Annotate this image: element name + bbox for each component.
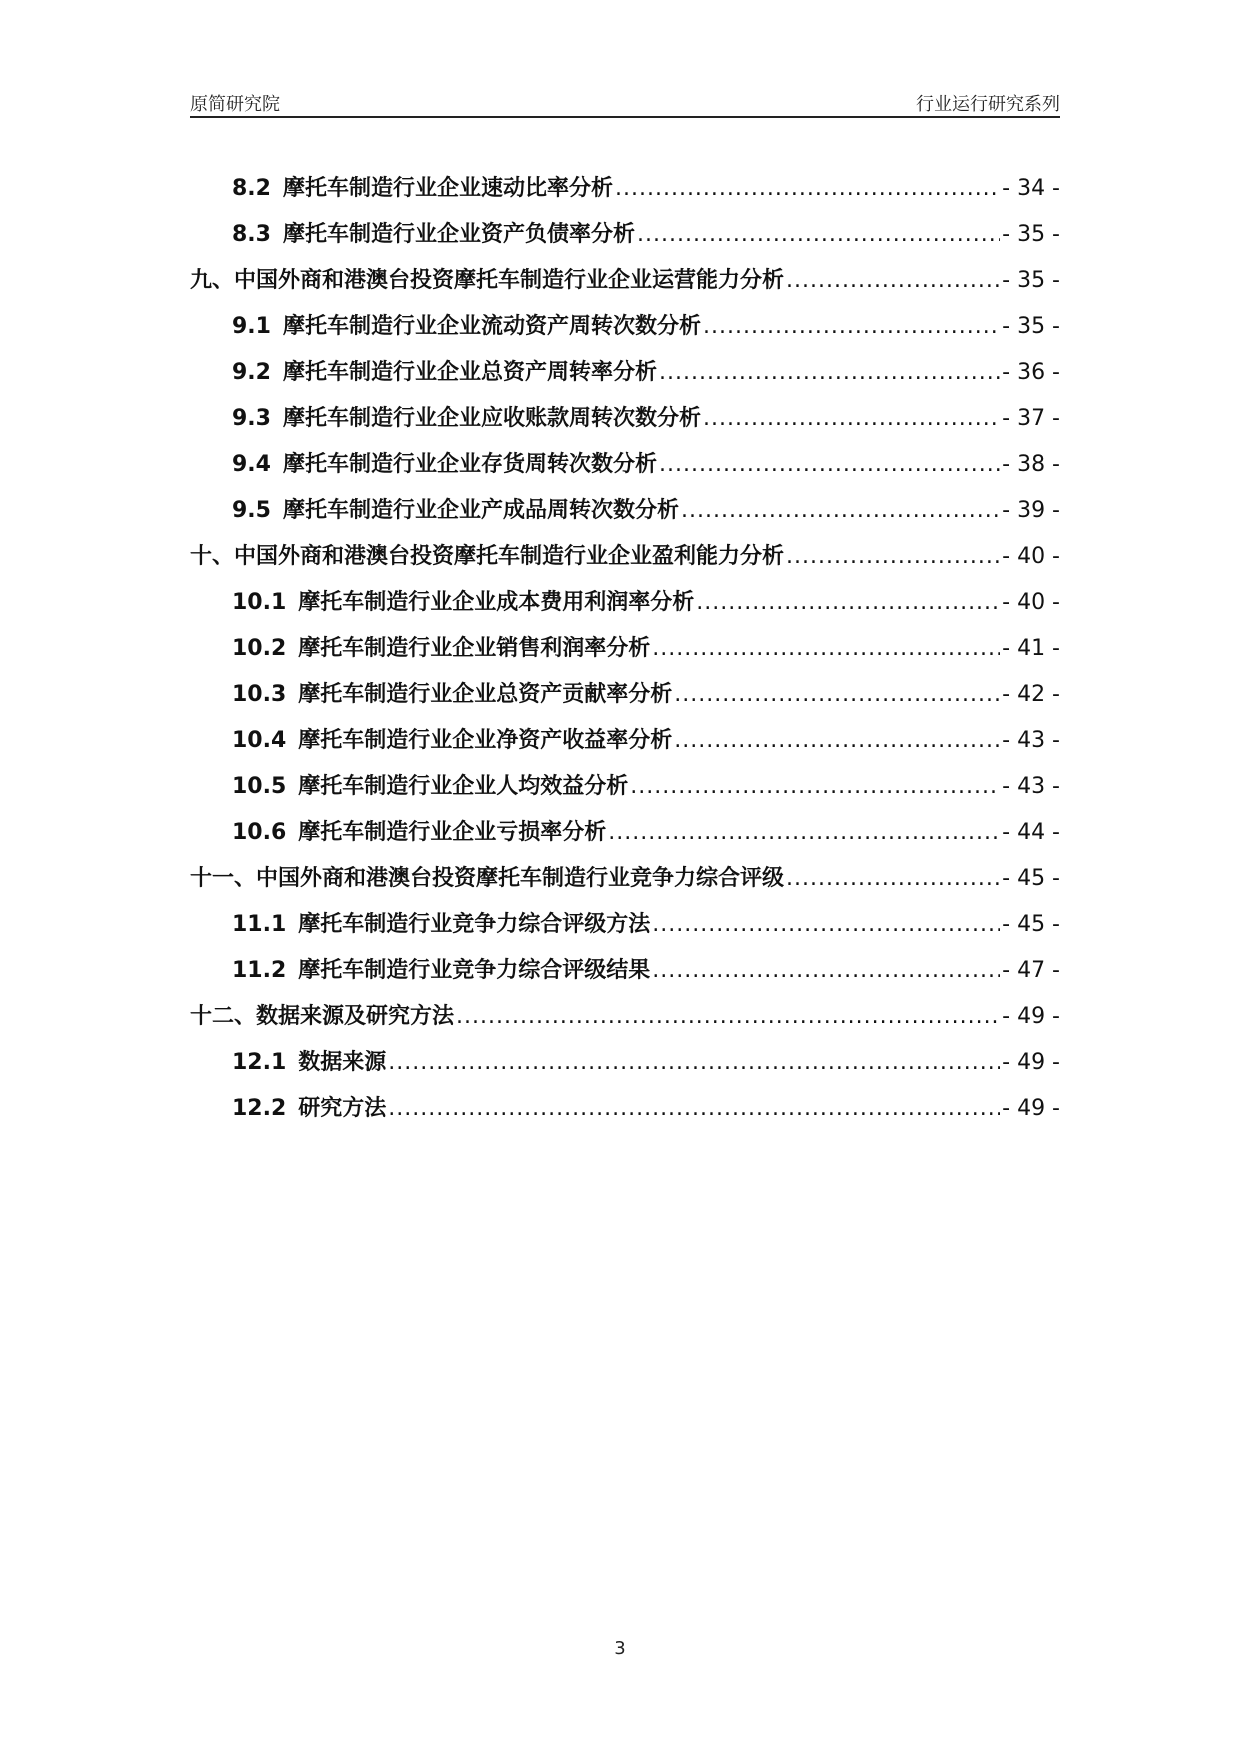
toc-dot-leader [674, 682, 1000, 707]
toc-entry-title: 摩托车制造行业企业销售利润率分析 [298, 636, 651, 661]
toc-entry-number: 10.5 [232, 774, 287, 799]
toc-entry-page: - 37 - [1002, 406, 1060, 431]
toc-entry[interactable] [190, 769, 1060, 815]
toc-entry[interactable] [190, 401, 1060, 447]
toc-entry[interactable] [190, 953, 1060, 999]
toc-entry-title: 摩托车制造行业企业亏损率分析 [298, 820, 607, 845]
toc-entry-page: - 35 - [1002, 222, 1060, 247]
toc-entry-title: 九、中国外商和港澳台投资摩托车制造行业企业运营能力分析 [190, 268, 785, 293]
toc-entry[interactable] [190, 907, 1060, 953]
toc-entry-page: - 49 - [1002, 1004, 1060, 1029]
toc-dot-leader [659, 452, 1000, 477]
toc-entry-page: - 45 - [1002, 866, 1060, 891]
toc-entry-number: 12.1 [232, 1050, 287, 1075]
toc-dot-leader [786, 268, 1000, 293]
toc-entry-title: 摩托车制造行业企业产成品周转次数分析 [282, 498, 679, 523]
toc-entry-number: 10.2 [232, 636, 287, 661]
toc-entry[interactable] [190, 815, 1060, 861]
toc-entry[interactable] [190, 355, 1060, 401]
toc-entry-number: 11.1 [232, 912, 287, 937]
header-org-name: 原简研究院 [190, 94, 280, 115]
toc-entry[interactable] [190, 539, 1060, 585]
toc-entry-title: 摩托车制造行业竞争力综合评级结果 [298, 958, 651, 983]
toc-dot-leader [652, 912, 1000, 937]
toc-entry-title: 摩托车制造行业企业净资产收益率分析 [298, 728, 673, 753]
toc-entry[interactable] [190, 677, 1060, 723]
toc-entry-title: 数据来源 [298, 1050, 387, 1075]
toc-entry-page: - 43 - [1002, 774, 1060, 799]
toc-entry-number: 9.3 [232, 406, 271, 431]
toc-entry-title: 摩托车制造行业企业应收账款周转次数分析 [282, 406, 701, 431]
toc-entry[interactable] [190, 631, 1060, 677]
toc-entry-number: 10.4 [232, 728, 287, 753]
toc-entry[interactable] [190, 723, 1060, 769]
toc-entry-page: - 35 - [1002, 268, 1060, 293]
toc-dot-leader [786, 866, 1000, 891]
toc-entry[interactable] [190, 447, 1060, 493]
toc-entry[interactable] [190, 1091, 1060, 1137]
toc-entry-title: 摩托车制造行业企业资产负债率分析 [282, 222, 635, 247]
toc-dot-leader [615, 176, 1000, 201]
toc-entry-number: 10.6 [232, 820, 287, 845]
toc-dot-leader [630, 774, 1000, 799]
toc-entry-page: - 42 - [1002, 682, 1060, 707]
toc-entry-page: - 40 - [1002, 544, 1060, 569]
toc-entry[interactable] [190, 585, 1060, 631]
toc-entry-page: - 38 - [1002, 452, 1060, 477]
toc-dot-leader [456, 1004, 1000, 1029]
toc-entry-number: 8.2 [232, 176, 271, 201]
toc-dot-leader [388, 1096, 1000, 1121]
toc-entry[interactable] [190, 1045, 1060, 1091]
toc-entry-title: 十二、数据来源及研究方法 [190, 1004, 455, 1029]
toc-dot-leader [703, 406, 1000, 431]
toc-entry-number: 9.2 [232, 360, 271, 385]
toc-dot-leader [696, 590, 1000, 615]
toc-dot-leader [674, 728, 1000, 753]
toc-entry[interactable] [190, 999, 1060, 1045]
toc-entry-number: 10.1 [232, 590, 287, 615]
toc-entry-title: 摩托车制造行业企业存货周转次数分析 [282, 452, 657, 477]
toc-entry-page: - 39 - [1002, 498, 1060, 523]
toc-dot-leader [652, 636, 1000, 661]
toc-entry-number: 9.5 [232, 498, 271, 523]
toc-entry-page: - 49 - [1002, 1050, 1060, 1075]
toc-entry-title: 摩托车制造行业竞争力综合评级方法 [298, 912, 651, 937]
toc-entry-title: 摩托车制造行业企业人均效益分析 [298, 774, 629, 799]
toc-entry[interactable] [190, 861, 1060, 907]
toc-entry-number: 12.2 [232, 1096, 287, 1121]
toc-entry-title: 十、中国外商和港澳台投资摩托车制造行业企业盈利能力分析 [190, 544, 785, 569]
toc-entry[interactable] [190, 263, 1060, 309]
toc-dot-leader [786, 544, 1000, 569]
toc-entry-page: - 40 - [1002, 590, 1060, 615]
toc-entry-title: 摩托车制造行业企业速动比率分析 [282, 176, 613, 201]
toc-entry-number: 10.3 [232, 682, 287, 707]
toc-entry-page: - 44 - [1002, 820, 1060, 845]
toc-entry-title: 十一、中国外商和港澳台投资摩托车制造行业竞争力综合评级 [190, 866, 785, 891]
toc-entry[interactable] [190, 217, 1060, 263]
toc-entry-title: 摩托车制造行业企业总资产周转率分析 [282, 360, 657, 385]
header-series-name: 行业运行研究系列 [916, 94, 1060, 115]
toc-dot-leader [608, 820, 1000, 845]
toc-entry-title: 研究方法 [298, 1096, 387, 1121]
toc-entry-page: - 41 - [1002, 636, 1060, 661]
toc-entry-number: 9.4 [232, 452, 271, 477]
toc-entry[interactable] [190, 493, 1060, 539]
toc-dot-leader [659, 360, 1000, 385]
toc-entry[interactable] [190, 171, 1060, 217]
page-number: 3 [614, 1638, 626, 1659]
toc-entry-page: - 35 - [1002, 314, 1060, 339]
toc-dot-leader [681, 498, 1000, 523]
toc-entry-page: - 36 - [1002, 360, 1060, 385]
toc-entry[interactable] [190, 309, 1060, 355]
toc-entry-number: 9.1 [232, 314, 271, 339]
toc-entry-title: 摩托车制造行业企业成本费用利润率分析 [298, 590, 695, 615]
table-of-contents [190, 171, 1060, 1137]
toc-dot-leader [637, 222, 1000, 247]
toc-dot-leader [652, 958, 1000, 983]
toc-entry-page: - 47 - [1002, 958, 1060, 983]
toc-entry-title: 摩托车制造行业企业流动资产周转次数分析 [282, 314, 701, 339]
page-header [190, 86, 1060, 118]
toc-entry-page: - 34 - [1002, 176, 1060, 201]
toc-entry-page: - 49 - [1002, 1096, 1060, 1121]
toc-dot-leader [388, 1050, 1000, 1075]
toc-entry-page: - 43 - [1002, 728, 1060, 753]
toc-entry-page: - 45 - [1002, 912, 1060, 937]
toc-dot-leader [703, 314, 1000, 339]
toc-entry-title: 摩托车制造行业企业总资产贡献率分析 [298, 682, 673, 707]
toc-entry-number: 11.2 [232, 958, 287, 983]
toc-entry-number: 8.3 [232, 222, 271, 247]
